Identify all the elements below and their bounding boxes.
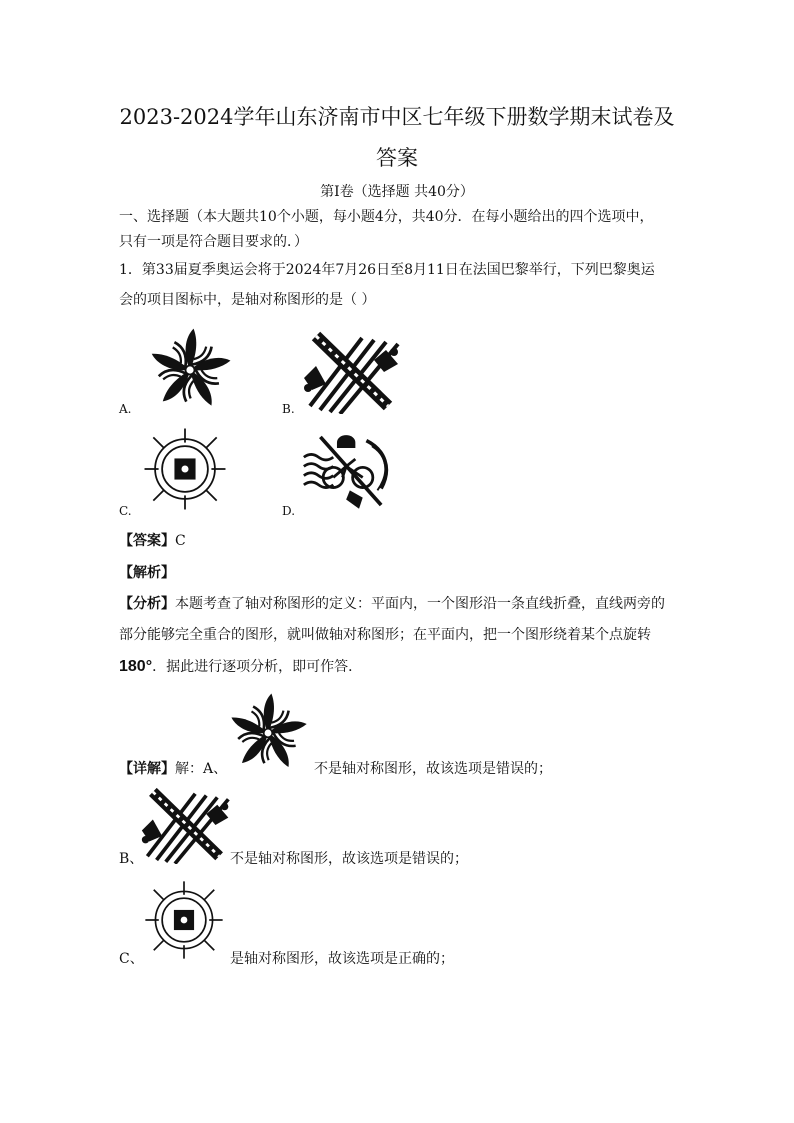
details-lead: 解：A、 (175, 761, 228, 777)
analysis-text1: 本题考查了轴对称图形的定义：平面内，一个图形沿一条直线折叠，直线两旁的 (175, 596, 665, 612)
document-title-line1: 2023-2024学年山东济南市中区七年级下册数学期末试卷及 (119, 105, 675, 129)
degree-value: 180° (119, 658, 153, 675)
details-b-label: B、 (119, 851, 144, 867)
answer-line (119, 532, 186, 550)
analysis-line2: 部分能够完全重合的图形，就叫做轴对称图形；在平面内，把一个图形绕着某个点旋转 (119, 627, 651, 643)
pinwheel-icon (223, 690, 313, 776)
analysis-line3 (119, 658, 362, 676)
question1-line2: 会的项目图标中，是轴对称图形的是（ ） (119, 292, 376, 308)
option-a-label: A. (119, 402, 132, 416)
details-b-text: 不是轴对称图形，故该选项是错误的； (230, 851, 468, 867)
analysis-tag: 【分析】 (119, 596, 175, 612)
option-d-label: D. (282, 504, 296, 518)
analysis-text3: ．据此进行逐项分析，即可作答． (152, 659, 363, 675)
details-tag: 【详解】 (119, 761, 175, 777)
question1-line1: 1．第33届夏季奥运会将于2024年7月26日至8月11日在法国巴黎举行，下列巴黎奥运 (119, 262, 655, 278)
target-icon (140, 425, 230, 513)
details-line-a (119, 760, 227, 778)
document-title-line2: 答案 (376, 146, 418, 170)
analysis-heading: 【解析】 (119, 565, 175, 581)
section-heading: 第Ⅰ卷（选择题 共40分） (320, 184, 474, 200)
answer-tag: 【答案】 (119, 533, 175, 549)
details-a-text: 不是轴对称图形，故该选项是错误的； (314, 761, 552, 777)
details-c-label: C、 (119, 951, 144, 967)
answer-value: C (175, 533, 186, 549)
details-c-text: 是轴对称图形，故该选项是正确的； (230, 951, 454, 967)
target-icon (140, 878, 228, 962)
pinwheel-icon (140, 325, 240, 415)
analysis-line1 (119, 595, 665, 613)
option-b-label: B. (282, 402, 295, 416)
badminton-icon (140, 786, 232, 864)
instructions-line1: 一、选择题（本大题共10个小题，每小题4分，共40分．在每小题给出的四个选项中， (119, 209, 654, 225)
cycling-icon (302, 428, 394, 514)
badminton-icon (302, 330, 402, 414)
instructions-line2: 只有一项是符合题目要求的．） (119, 234, 308, 250)
option-c-label: C. (119, 504, 132, 518)
